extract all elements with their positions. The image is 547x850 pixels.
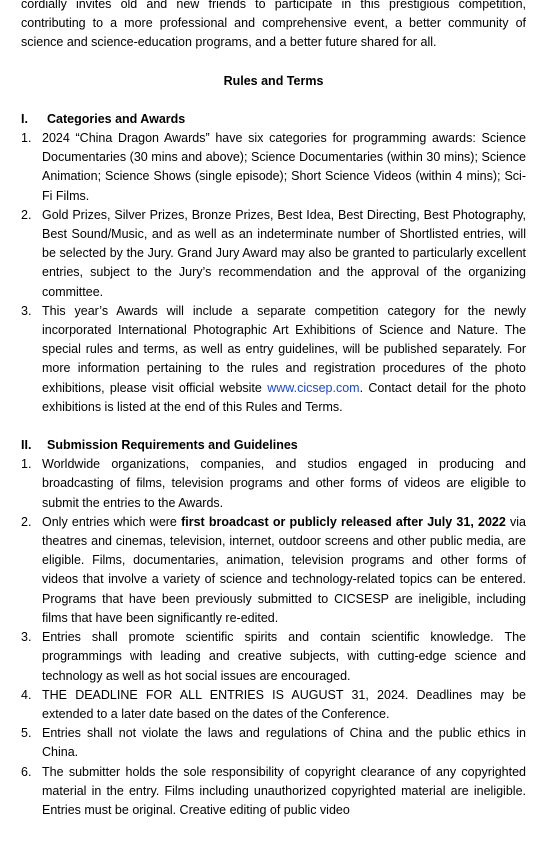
item-text: 2024 “China Dragon Awards” have six categories for programming awards: Science Documentaries (30 mins and above); Science Documentaries (within 30 mins); Science Animation; Science Shows (single episode); Short Science Videos (within 4 mins); Sci-Fi Films. (42, 131, 526, 203)
list-item (21, 302, 526, 417)
item-text: Entries shall promote scientific spirits and contain scientific knowledge. The programmings with leading and creative subjects, with cutting-edge science and technology as well as hot social issues are encouraged. (42, 630, 526, 683)
item-text (42, 302, 526, 417)
item-number: 5. (21, 726, 32, 741)
spacer (21, 417, 526, 436)
item-number: 6. (21, 764, 32, 779)
item-number: 4. (21, 687, 32, 702)
item-text-before: Only entries which were (42, 514, 182, 529)
rules-title: Rules and Terms (223, 73, 324, 88)
item-text: The submitter holds the sole responsibility of copyright clearance of any copyrighted material in the entry. Films including unauthorized copyrighted material are ineligible. Entries must be original. Creative editing of public video (42, 764, 526, 817)
item-number: 2. (21, 207, 32, 222)
item-text: THE DEADLINE FOR ALL ENTRIES IS AUGUST 31, 2024. Deadlines may be extended to a later date based on the dates of the Conference. (42, 687, 526, 721)
item-number: 1. (21, 457, 32, 472)
website-link[interactable]: www.cicsep.com (267, 380, 360, 395)
list-item (21, 628, 526, 686)
section-2-heading (21, 436, 526, 455)
list-item (21, 686, 526, 724)
item-text-after: via theatres and cinemas, television, internet, outdoor screens and other public media, are eligible. Films, documentaries, animation, television programs and other forms of videos that involve a variety of science and technology-related topics can be entered. Programs that have been previously submitted to CICSESP are ineligible, including films that have been significantly re-edited. (42, 514, 527, 625)
item-number: 2. (21, 514, 32, 529)
item-text-after: . Contact detail for the photo exhibitions is listed at the end of this Rules and Terms. (42, 380, 526, 414)
list-item (21, 763, 526, 821)
intro-paragraph: cordially invites old and new friends to participate in this prestigious competition, contributing to a more professional and comprehensive event, a better community of science and science-education programs, and a better future shared for all. (21, 0, 526, 50)
section-1-title: Categories and Awards (47, 111, 186, 126)
item-text-bold: first broadcast or publicly released after July 31, 2022 (181, 514, 506, 529)
item-text-before: This year’s Awards will include a separate competition category for the newly incorporated International Photographic Art Exhibitions of Science and Nature. The special rules and terms, as well as entry guidelines, will be published separately. For more information pertaining to the rules and registration procedures of the photo exhibitions, please visit official website (42, 303, 526, 395)
list-item (21, 513, 526, 628)
section-1-number: I. (21, 111, 28, 126)
item-number: 3. (21, 630, 32, 645)
list-item (21, 206, 526, 302)
item-text: Entries shall not violate the laws and regulations of China and the public ethics in China. (42, 726, 526, 760)
item-number: 3. (21, 303, 32, 318)
item-number: 1. (21, 131, 32, 146)
section-2-number: II. (21, 438, 32, 453)
section-2-title: Submission Requirements and Guidelines (47, 438, 298, 453)
list-item (21, 455, 526, 513)
list-item (21, 129, 526, 206)
item-text: Worldwide organizations, companies, and studios engaged in producing and broadcasting of films, television programs and other forms of videos are eligible to submit the entries to the Awards. (42, 457, 526, 510)
section-1-heading (21, 110, 526, 129)
item-text (42, 513, 526, 628)
item-text: Gold Prizes, Silver Prizes, Bronze Prizes, Best Idea, Best Directing, Best Photography, Best Sound/Music, and as well as an indeterminate number of Shortlisted entries, will be selected by the Jury. Grand Jury Award may also be granted to particularly excellent entries, subject to the Jury’s recommendation and the approval of the organizing committee. (42, 207, 526, 299)
list-item (21, 724, 526, 762)
